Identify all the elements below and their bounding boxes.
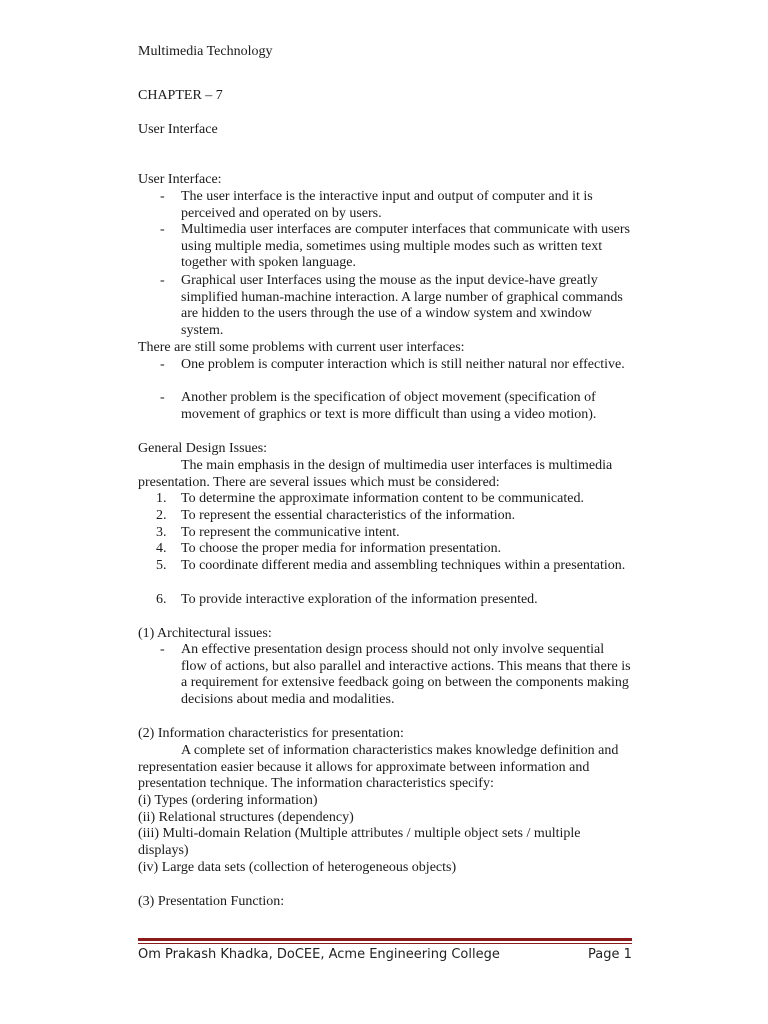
list-number: 5. xyxy=(156,558,167,573)
dash-marker: - xyxy=(160,273,165,288)
info-item-2: (ii) Relational structures (dependency) xyxy=(138,810,354,825)
running-title: Multimedia Technology xyxy=(138,44,273,59)
ui-bullet-2: Multimedia user interfaces are computer interfaces that communicate with users using multiple media, sometimes using multiple modes such as written text together with spoken language. xyxy=(181,222,630,271)
footer-rule-thin xyxy=(138,943,632,944)
info-item-1: (i) Types (ordering information) xyxy=(138,793,318,808)
list-number: 2. xyxy=(156,508,167,523)
problem-bullet-2: Another problem is the specification of object movement (specification of movement of graphics or text is more difficult than using a video motion). xyxy=(181,390,597,422)
ui-bullet-1: The user interface is the interactive input and output of computer and it is perceived and operated on by users. xyxy=(181,189,593,221)
dash-marker: - xyxy=(160,357,165,372)
arch-heading: (1) Architectural issues: xyxy=(138,626,272,641)
info-intro: A complete set of information characteristics makes knowledge definition and representation easier because it allows for approximate between information and presentation technique. The information characteristics specify: xyxy=(138,743,619,792)
dash-marker: - xyxy=(160,222,165,237)
problem-bullet-1: One problem is computer interaction which is still neither natural nor effective. xyxy=(181,357,625,372)
footer-rule xyxy=(138,938,632,941)
footer-author: Om Prakash Khadka, DoCEE, Acme Engineering College xyxy=(138,947,500,962)
info-item-4: (iv) Large data sets (collection of heterogeneous objects) xyxy=(138,860,457,875)
design-item-6: To provide interactive exploration of the information presented. xyxy=(181,592,538,607)
ui-heading: User Interface: xyxy=(138,172,222,187)
footer-page-number: Page 1 xyxy=(588,947,632,962)
chapter-label: CHAPTER – 7 xyxy=(138,88,223,103)
design-heading: General Design Issues: xyxy=(138,441,268,456)
arch-bullet: An effective presentation design process should not only involve sequential flow of actions, but also parallel and interactive actions. This means that there is a requirement for extensive feedback going on between the components making decisions about media and modalities. xyxy=(181,642,631,708)
dash-marker: - xyxy=(160,642,165,657)
presentation-heading: (3) Presentation Function: xyxy=(138,894,285,909)
problems-intro: There are still some problems with current user interfaces: xyxy=(138,340,465,355)
design-item-2: To represent the essential characteristics of the information. xyxy=(181,508,516,523)
list-number: 1. xyxy=(156,491,167,506)
dash-marker: - xyxy=(160,390,165,405)
design-item-3: To represent the communicative intent. xyxy=(181,525,400,540)
chapter-title: User Interface xyxy=(138,122,218,137)
design-item-1: To determine the approximate information content to be communicated. xyxy=(181,491,584,506)
info-heading: (2) Information characteristics for presentation: xyxy=(138,726,404,741)
list-number: 6. xyxy=(156,592,167,607)
ui-bullet-3: Graphical user Interfaces using the mouse as the input device-have greatly simplified human-machine interaction. A large number of graphical commands are hidden to the users through the use of a window system and xwindow system. xyxy=(181,273,623,339)
design-item-4: To choose the proper media for information presentation. xyxy=(181,541,502,556)
design-intro: The main emphasis in the design of multimedia user interfaces is multimedia presentation. There are several issues which must be considered: xyxy=(138,458,613,490)
dash-marker: - xyxy=(160,189,165,204)
list-number: 4. xyxy=(156,541,167,556)
design-item-5: To coordinate different media and assembling techniques within a presentation. xyxy=(181,558,626,573)
list-number: 3. xyxy=(156,525,167,540)
info-item-3: (iii) Multi-domain Relation (Multiple attributes / multiple object sets / multiple displays) xyxy=(138,826,581,858)
